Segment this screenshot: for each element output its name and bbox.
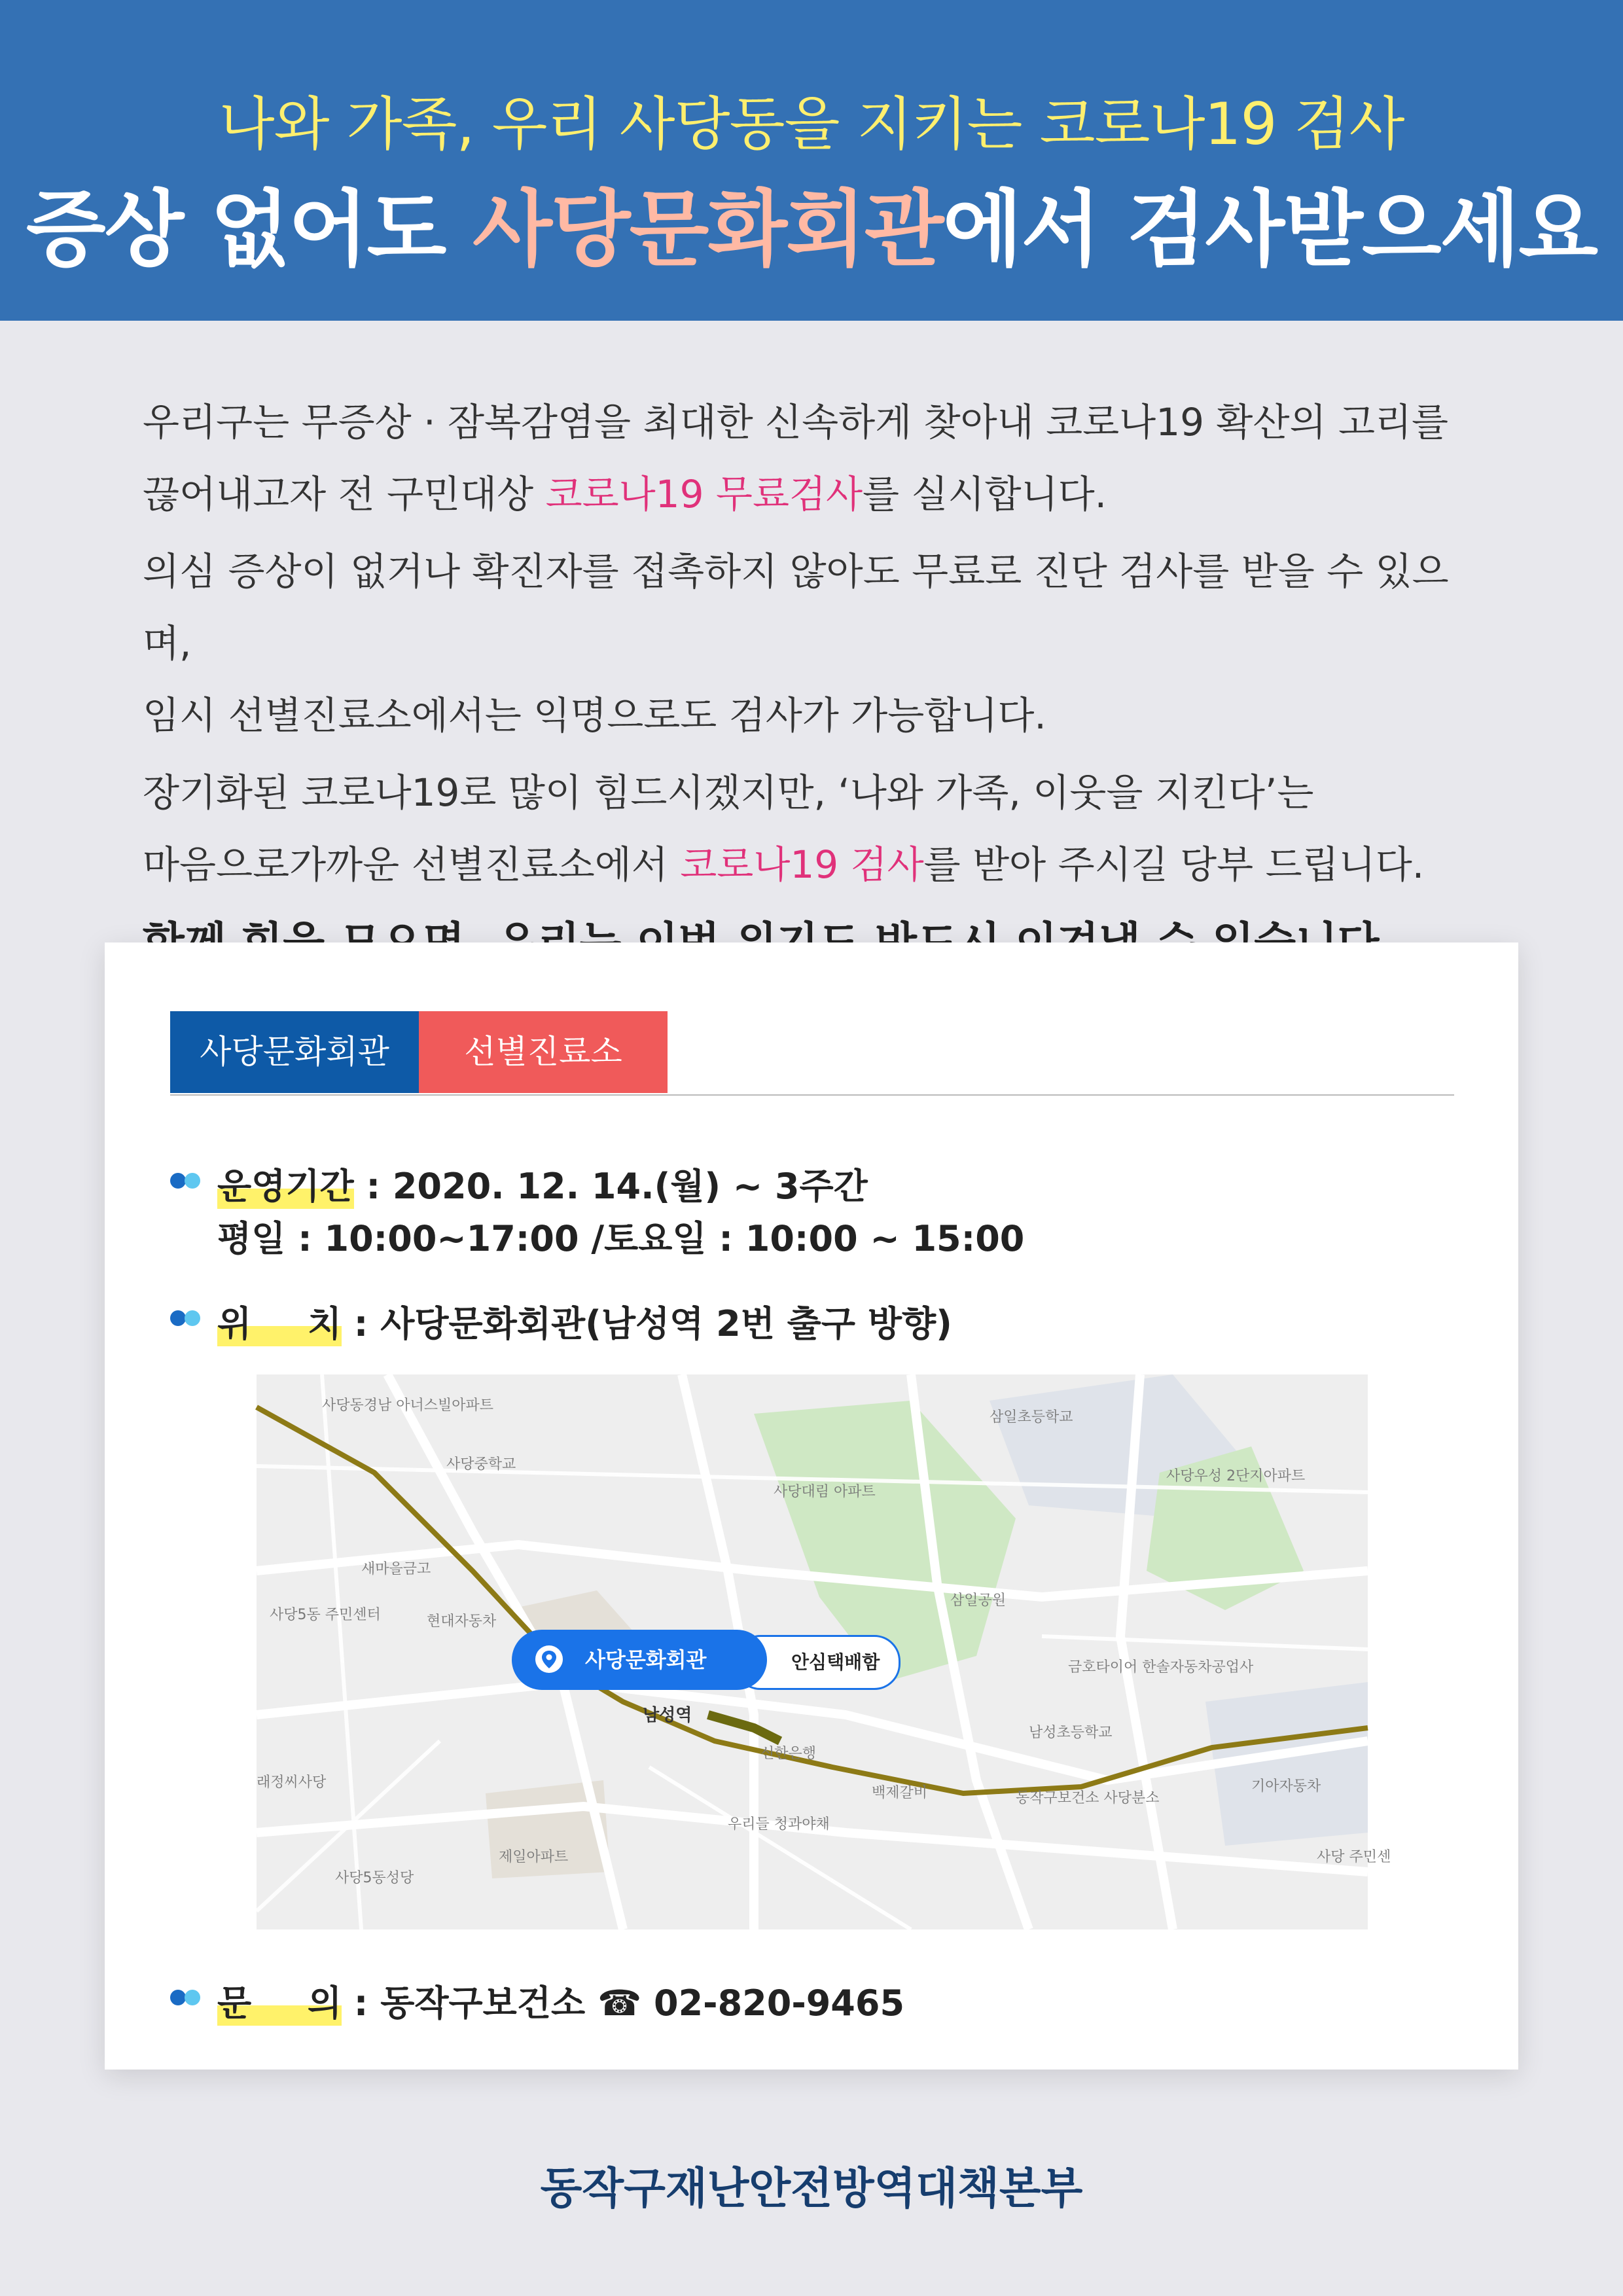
map-place-label: 새마을금고 — [361, 1561, 431, 1577]
map-place-label: 동작구보건소 사당분소 — [1016, 1790, 1160, 1806]
contact-key — [217, 1975, 342, 2026]
map-chip-label: 안심택배함 — [791, 1651, 880, 1673]
map-place-label: 우리들 청과야채 — [728, 1816, 830, 1833]
tab-screening-clinic[interactable]: 선별진료소 — [419, 1011, 668, 1093]
map-place-label: 삼일공원 — [950, 1592, 1007, 1609]
map-place-label: 사당5동성당 — [335, 1870, 414, 1886]
map-place-label: 사당중학교 — [446, 1456, 516, 1473]
period-value: : 2020. 12. 14.(월) ~ 3주간 — [353, 1166, 868, 1207]
header-title-prefix: 증상 없어도 — [26, 181, 473, 278]
intro-p1-line1: 우리구는 무증상 · 잠복감염을 최대한 신속하게 찾아내 코로나19 확산의 고리를 — [143, 400, 1449, 444]
map-place-label: 남성초등학교 — [1029, 1725, 1113, 1741]
location-key-a: 위 — [217, 1303, 252, 1344]
intro-p1-line2-prefix: 끊어내고자 전 구민대상 — [143, 472, 546, 516]
header-title-suffix: 에서 검사받으세요 — [942, 181, 1597, 278]
location-label — [217, 1296, 952, 1346]
map-place-label: 사당대림 아파트 — [774, 1484, 876, 1500]
tab-divider — [170, 1094, 1454, 1096]
intro-p3-line2-prefix: 마음으로가까운 선별진료소에서 — [143, 842, 681, 887]
header-title-highlight: 사당문화회관 — [473, 181, 943, 278]
map-place-label: 사당 주민센 — [1317, 1849, 1391, 1865]
contact-key-a: 문 — [217, 1982, 252, 2024]
intro-paragraph-3 — [143, 757, 1491, 901]
footer-organization: 동작구재난안전방역대책본부 — [540, 2163, 1083, 2214]
bullet-icon — [170, 1310, 202, 1326]
location-key — [217, 1296, 342, 1346]
contact-label — [217, 1975, 904, 2026]
map-place-label: 래정씨사당 — [257, 1774, 327, 1791]
location-value: : 사당문화회관(남성역 2번 출구 방향) — [342, 1303, 952, 1344]
map-place-label: 현대자동차 — [427, 1613, 497, 1630]
info-card — [105, 942, 1518, 2070]
period-label — [217, 1158, 868, 1209]
map-location-pin[interactable] — [512, 1630, 767, 1690]
map-place-label: 기아자동차 — [1251, 1778, 1321, 1795]
header-subtitle: 나와 가족, 우리 사당동을 지키는 코로나19 검사 — [219, 90, 1404, 158]
map-place-label: 사당5동 주민센터 — [270, 1607, 381, 1623]
map-place-label: 제일아파트 — [499, 1849, 569, 1865]
location-row — [170, 1296, 1414, 1348]
intro-p1-highlight: 코로나19 무료검사 — [545, 472, 863, 516]
map-place-label: 백제갈비 — [872, 1785, 928, 1801]
contact-row — [170, 1975, 1414, 2028]
period-key: 운영기간 — [217, 1158, 354, 1209]
intro-p2-line1: 의심 증상이 없거나 확진자를 접촉하지 않아도 무료로 진단 검사를 받을 수 있으며, — [143, 549, 1449, 666]
intro-p3-line1: 장기화된 코로나19로 많이 힘드시겠지만, ‘나와 가족, 이웃을 지킨다’는 — [143, 770, 1314, 815]
intro-p1-line2-suffix: 를 실시합니다. — [863, 472, 1107, 516]
intro-paragraph-2 — [143, 535, 1491, 751]
bullet-icon — [170, 1173, 202, 1189]
contact-key-b: 의 — [307, 1982, 342, 2024]
map-pin-icon — [534, 1644, 564, 1674]
period-row — [170, 1158, 1414, 1263]
map-place-label: 삼일초등학교 — [990, 1409, 1073, 1426]
intro-paragraph-1 — [143, 386, 1491, 530]
map-station-label: 남성역 — [643, 1706, 692, 1725]
header-banner — [0, 0, 1623, 321]
location-key-b: 치 — [307, 1303, 342, 1344]
period-hours: 평일 : 10:00~17:00 /토요일 : 10:00 ~ 15:00 — [217, 1218, 1025, 1259]
header-title — [0, 164, 1623, 282]
map-pin-label: 사당문화회관 — [585, 1647, 707, 1672]
intro-text — [143, 386, 1491, 979]
tab-sadang-hall[interactable]: 사당문화회관 — [170, 1011, 419, 1093]
bullet-icon — [170, 1990, 202, 2005]
location-map[interactable] — [257, 1374, 1391, 1929]
contact-value: : 동작구보건소 ☎ 02-820-9465 — [342, 1982, 905, 2024]
map-place-label: 사당동경남 아너스빌아파트 — [322, 1397, 494, 1414]
intro-p3-line2-suffix: 를 받아 주시길 당부 드립니다. — [923, 842, 1425, 887]
intro-p3-highlight: 코로나19 검사 — [680, 842, 924, 887]
map-place-label: 금호타이어 한솔자동차공업사 — [1068, 1659, 1254, 1676]
intro-p2-line2: 임시 선별진료소에서는 익명으로도 검사가 가능합니다. — [143, 693, 1046, 738]
map-place-label: 사당우성 2단지아파트 — [1166, 1468, 1306, 1484]
map-place-label: 신한은행 — [760, 1746, 817, 1762]
